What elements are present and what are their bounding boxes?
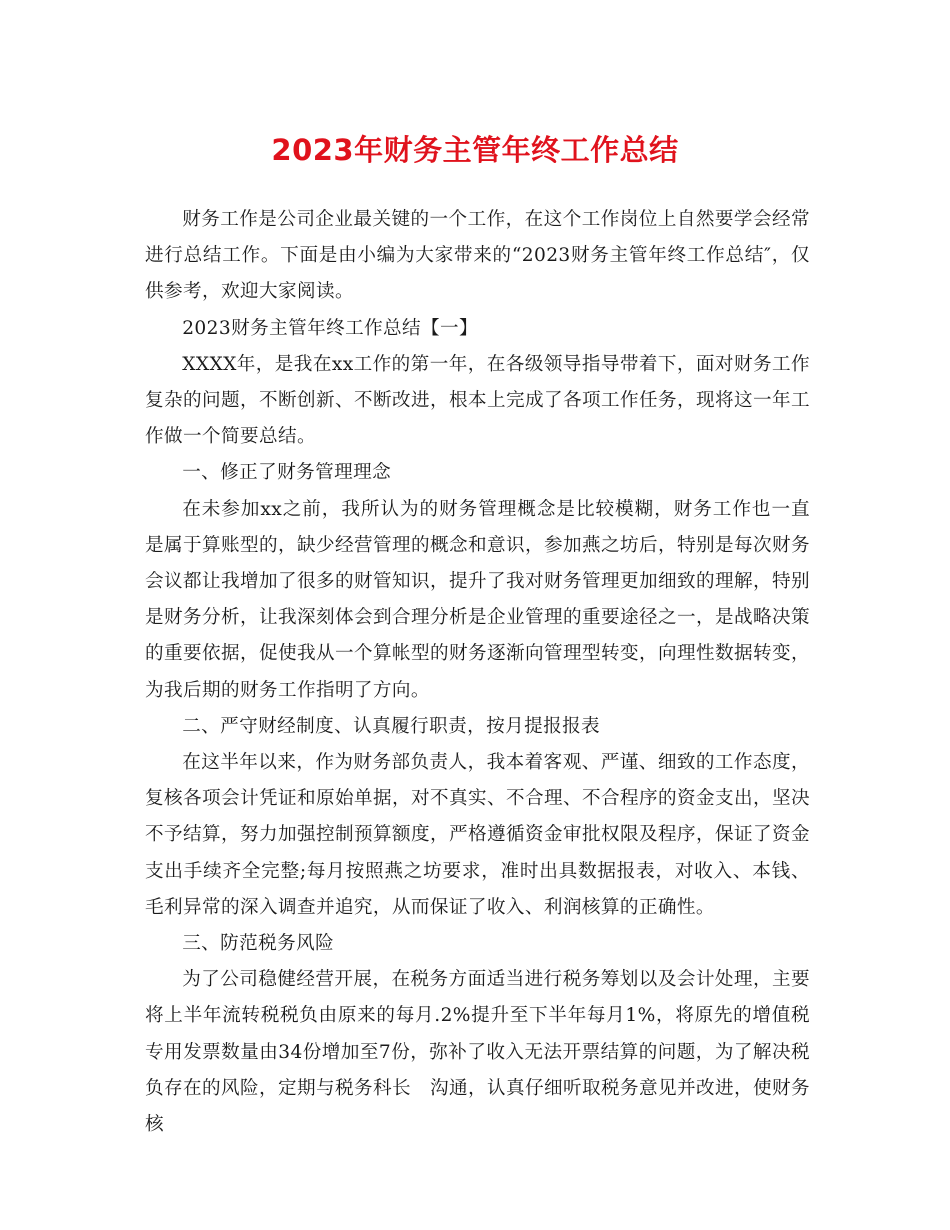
section-heading-part-one: 2023财务主管年终工作总结【一】 [182, 317, 479, 339]
intro-paragraph: 财务工作是公司企业最关键的一个工作，在这个工作岗位上自然要学会经常进行总结工作。下面是由小编为大家带来的“2023财务主管年终工作总结″，仅供参考，欢迎大家阅读。 [145, 209, 810, 303]
subheading-tax-risk: 三、防范税务风险 [182, 933, 335, 955]
financial-rules-paragraph: 在这半年以来，作为财务部负责人，我本着客观、严谨、细致的工作态度，复核各项会计凭证和原始单据，对不真实、不合理、不合程序的资金支出，坚决不予结算，努力加强控制预算额度，严格遵循资金审批权限及程序，保证了资金支出手续齐全完整;每月按照燕之坊要求，准时出具数据报表，对收入、本钱、毛利异常的深入调查并追究，从而保证了收入、利润核算的正确性。 [145, 752, 810, 918]
document-title: 2023年财务主管年终工作总结 [271, 133, 679, 167]
tax-risk-paragraph: 为了公司稳健经营开展，在税务方面适当进行税务筹划以及会计处理，主要将上半年流转税税负由原来的每月.2%提升至下半年每月1%，将原先的增值税专用发票数量由34份增加至7份，弥补了收入无法开票结算的问题，为了解决税负存在的风险，定期与税务科长 沟通，认真仔细听取税务意见并改进，使财务核 [145, 969, 810, 1136]
subheading-finance-concept: 一、修正了财务管理理念 [182, 462, 392, 484]
finance-concept-paragraph: 在未参加xx之前，我所认为的财务管理概念是比较模糊，财务工作也一直是属于算账型的，缺少经营管理的概念和意识，参加燕之坊后，特别是每次财务会议都让我增加了很多的财管知识，提升了我对财务管理更加细致的理解，特别是财务分析，让我深刻体会到合理分析是企业管理的重要途径之一，是战略决策的重要依据，促使我从一个算帐型的财务逐渐向管理型转变，向理性数据转变，为我后期的财务工作指明了方向。 [145, 498, 810, 701]
document-body [145, 202, 810, 1143]
summary-paragraph: XXXX年，是我在xx工作的第一年，在各级领导指导带着下，面对财务工作复杂的问题，不断创新、不断改进，根本上完成了各项工作任务，现将这一年工作做一个简要总结。 [145, 353, 810, 448]
subheading-financial-rules: 二、严守财经制度、认真履行职责，按月提报报表 [182, 715, 601, 737]
